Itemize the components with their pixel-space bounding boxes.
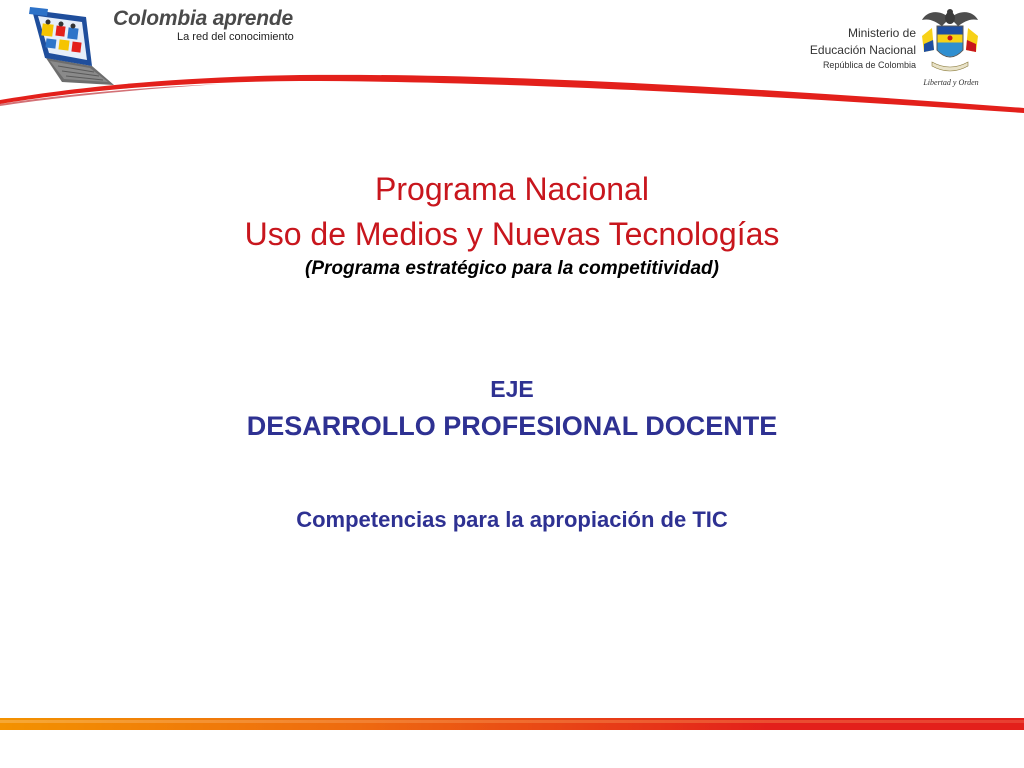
title-line-2: Uso de Medios y Nuevas Tecnologías	[244, 216, 780, 252]
logo-subtitle: La red del conocimiento	[177, 31, 294, 43]
topic-heading: Competencias para la apropiación de TIC	[296, 507, 728, 532]
title-line-1: Programa Nacional	[375, 171, 649, 207]
ministry-block	[810, 25, 916, 71]
section-name: DESARROLLO PROFESIONAL DOCENTE	[246, 411, 778, 441]
coat-of-arms-motto: Libertad y Orden	[923, 78, 979, 87]
ministry-line-1: Ministerio de	[847, 26, 916, 40]
ministry-line-2: Educación Nacional	[809, 43, 916, 57]
section-label: EJE	[490, 376, 534, 402]
coat-of-arms-icon	[918, 6, 982, 78]
ministry-line-3: República de Colombia	[822, 60, 916, 70]
logo-title: Colombia aprende	[113, 7, 293, 30]
laptop-logo-icon	[28, 6, 116, 88]
footer-color-bar	[0, 718, 1024, 730]
subtitle: (Programa estratégico para la competitividad)	[305, 258, 719, 279]
